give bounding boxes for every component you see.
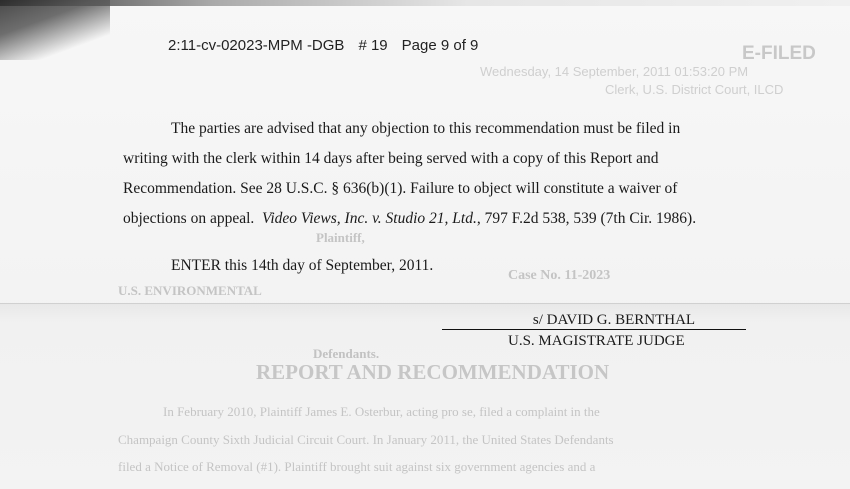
page-indicator: Page 9 of 9 [401, 37, 479, 54]
ghost-heading: REPORT AND RECOMMENDATION [256, 360, 610, 384]
document-number: # 19 [358, 37, 388, 54]
paragraph-line-1: The parties are advised that any objection to this recommendation must be filed in [171, 120, 681, 137]
case-header [168, 37, 492, 54]
ghost-case-no: Case No. 11-2023 [508, 268, 611, 283]
scan-edge-shadow [0, 0, 850, 6]
scan-fold-shadow [0, 0, 110, 60]
paragraph-line-3: Recommendation. See 28 U.S.C. § 636(b)(1). Failure to object will constitute a waiver of [123, 180, 678, 197]
ghost-efiled: E-FILED [742, 43, 816, 64]
ghost-body-3: filed a Notice of Removal (#1). Plaintiff brought suit against six government agencies and a [118, 459, 596, 474]
paragraph-line-2: writing with the clerk within 14 days after being served with a copy of this Report and [123, 150, 659, 167]
ghost-body-2: Champaign County Sixth Judicial Circuit Court. In January 2011, the United States Defendants [118, 432, 614, 447]
enter-date-line: ENTER this 14th day of September, 2011. [171, 257, 434, 274]
objection-paragraph [123, 114, 738, 234]
ghost-defendants: Defendants. [313, 346, 380, 361]
paragraph-line-4: objections on appeal. Video Views, Inc. v. Studio 21, Ltd., 797 F.2d 538, 539 (7th Cir. 1986). [123, 210, 697, 227]
judge-title: U.S. MAGISTRATE JUDGE [508, 333, 685, 349]
ghost-body-1: In February 2010, Plaintiff James E. Osterbur, acting pro se, filed a complaint in the [163, 404, 600, 419]
case-citation: Video Views, Inc. v. Studio 21, Ltd. [262, 210, 477, 227]
case-number: 2:11-cv-02023-MPM -DGB [168, 37, 345, 54]
signature-block [442, 311, 746, 352]
ghost-clerk: Clerk, U.S. District Court, ILCD [605, 82, 784, 97]
ghost-defendants-1: U.S. ENVIRONMENTAL [118, 283, 262, 298]
ghost-efiled-date: Wednesday, 14 September, 2011 01:53:20 PM [480, 64, 749, 79]
ghost-plaintiff: Plaintiff, [316, 230, 365, 245]
judge-signature: s/ DAVID G. BERNTHAL [442, 311, 746, 330]
